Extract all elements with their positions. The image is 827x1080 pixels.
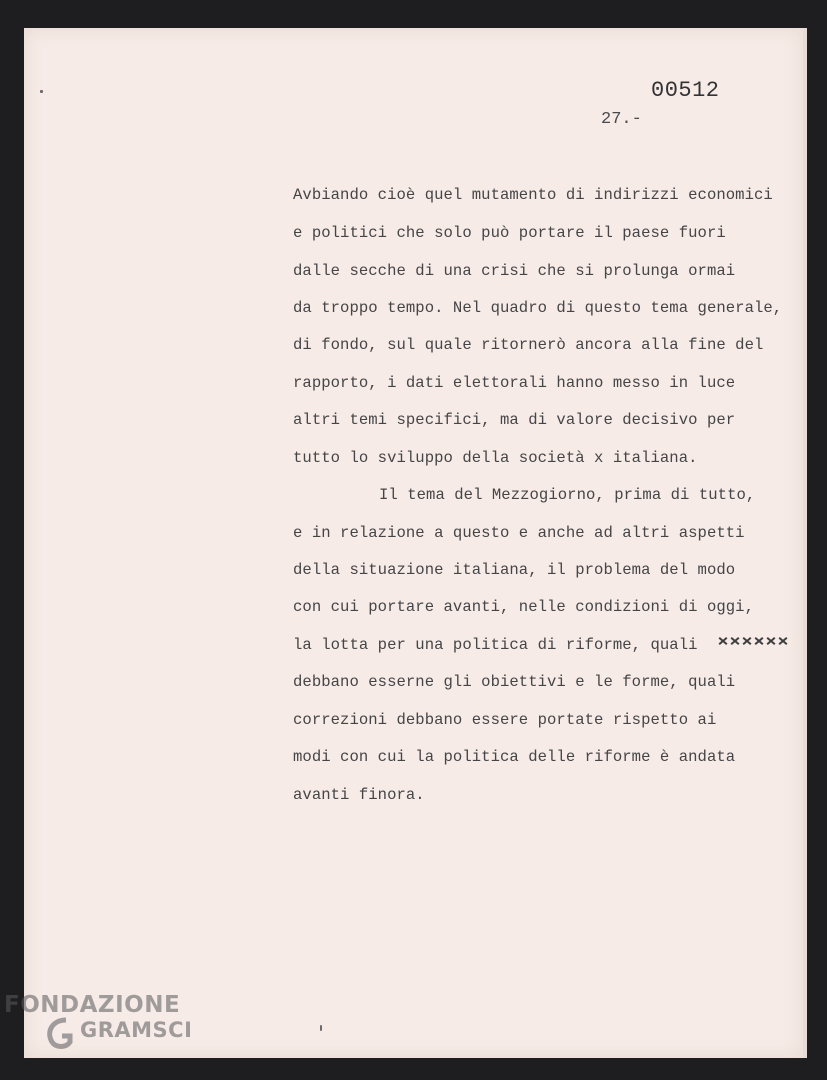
- text-line: dalle secche di una crisi che si prolunga ormai: [293, 262, 736, 280]
- text-line: tutto lo sviluppo della società x italiana.: [293, 449, 698, 467]
- fondazione-gramsci-watermark: [4, 990, 204, 1050]
- text-line: rapporto, i dati elettorali hanno messo in luce: [293, 374, 736, 392]
- archive-number: 00512: [651, 78, 720, 103]
- text-line: di fondo, sul quale ritornerò ancora alla fine del: [293, 336, 764, 354]
- text-line: da troppo tempo. Nel quadro di questo tema generale,: [293, 299, 783, 317]
- watermark-g-swoosh-icon: [50, 1020, 70, 1047]
- text-line: la lotta per una politica di riforme, quali: [293, 636, 698, 654]
- text-line: altri temi specifici, ma di valore decisivo per: [293, 411, 736, 429]
- watermark-line-1: FONDAZIONE: [4, 992, 181, 1018]
- text-line: Avbiando cioè quel mutamento di indirizzi economici: [293, 186, 773, 204]
- text-line: Il tema del Mezzogiorno, prima di tutto,: [379, 486, 756, 504]
- typed-page: [24, 28, 803, 1058]
- text-line: debbano esserne gli obiettivi e le forme, quali: [293, 673, 736, 691]
- text-line: avanti finora.: [293, 786, 425, 804]
- text-line: correzioni debbano essere portate rispetto ai: [293, 711, 717, 729]
- struck-out-word: [717, 634, 789, 650]
- stray-mark-bottom: [320, 1025, 322, 1031]
- page-number: 27.-: [601, 110, 642, 129]
- page-edge: [803, 28, 807, 1058]
- text-line: modi con cui la politica delle riforme è andata: [293, 748, 736, 766]
- text-line: della situazione italiana, il problema del modo: [293, 561, 736, 579]
- watermark-line-2: GRAMSCI: [80, 1018, 193, 1042]
- stray-mark-top-left: [40, 90, 43, 93]
- text-line: e in relazione a questo e anche ad altri aspetti: [293, 524, 745, 542]
- text-line: con cui portare avanti, nelle condizioni di oggi,: [293, 598, 754, 616]
- text-line: e politici che solo può portare il paese fuori: [293, 224, 726, 242]
